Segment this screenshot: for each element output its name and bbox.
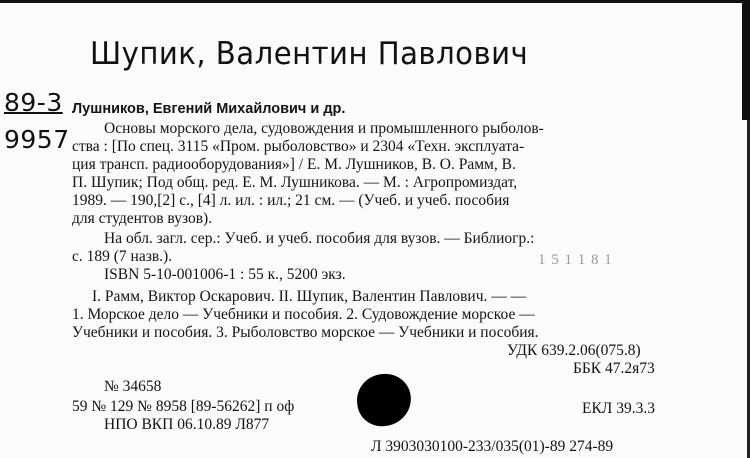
body-line: 1. Морское дело — Учебники и пособия. 2. Судовождение морское — — [72, 306, 535, 323]
body-line: П. Шупик; Под общ. ред. Е. М. Лушникова. — М. : Агропромиздат, — [72, 174, 518, 191]
body-line: с. 189 (7 назв.). — [72, 248, 173, 265]
faint-stamp: 1 5 1 1 8 1 — [538, 252, 613, 268]
body-line: 1989. — 190,[2] с., [4] л. ил. : ил.; 21 см. — (Учеб. и учеб. пособия — [72, 192, 510, 209]
bbk-code: ББК 47.2я73 — [573, 360, 655, 377]
ekl-code: ЕКЛ 39.3.3 — [582, 400, 655, 417]
body-line: ства : [По спец. 3115 «Пром. рыболовство» и 2304 «Техн. эксплуата- — [72, 138, 525, 155]
body-line: I. Рамм, Виктор Оскарович. II. Шупик, Валентин Павлович. — — — [92, 288, 527, 305]
body-line: для студентов вузов). — [72, 210, 213, 227]
handwritten-call-number-bottom: 9957 — [4, 125, 70, 154]
ink-blot — [354, 370, 415, 429]
handwritten-call-number-top: 89-3 — [4, 88, 63, 117]
card-number: № 34658 — [104, 378, 162, 395]
card-right-edge — [742, 0, 750, 120]
body-line: ция трансп. радиооборудования»] / Е. М. Лушников, В. О. Рамм, В. — [72, 156, 516, 173]
entry-heading: Лушников, Евгений Михайлович и др. — [72, 101, 346, 117]
order-line: 59 № 129 № 8958 [89-56262] п оф — [72, 398, 295, 415]
body-line: На обл. загл. сер.: Учеб. и учеб. пособия для вузов. — Библиогр.: — [104, 230, 535, 247]
isbn-line: ISBN 5-10-001006-1 : 55 к., 5200 экз. — [104, 266, 346, 283]
body-line: Учебники и пособия. 3. Рыболовство морское — Учебники и пособия. — [72, 324, 539, 341]
card-top-edge — [0, 0, 750, 3]
bottom-code: Л 3903030100-233/035(01)-89 274-89 — [371, 438, 614, 455]
body-line: Основы морского дела, судовождения и промышленного рыболов- — [104, 120, 544, 137]
handwritten-name: Шупик, Валентин Павлович — [90, 36, 529, 72]
udk-code: УДК 639.2.06(075.8) — [507, 342, 641, 359]
npo-line: НПО ВКП 06.10.89 Л877 — [104, 416, 270, 433]
